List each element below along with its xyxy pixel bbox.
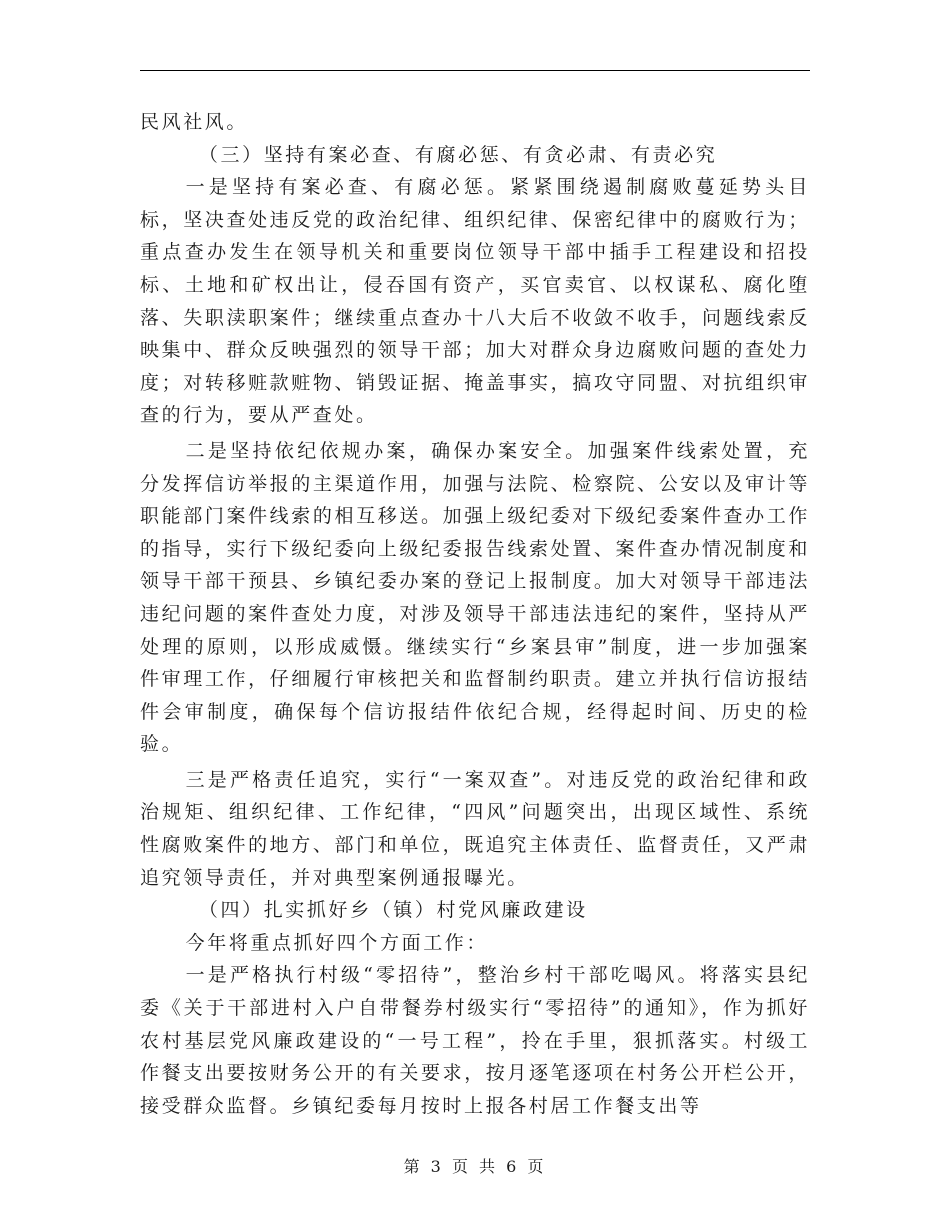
page-number: 第 3 页 共 6 页 bbox=[403, 1157, 547, 1176]
paragraph-item-4: 一是严格执行村级“零招待”，整治乡村干部吃喝风。将落实县纪委《关于干部进村入户自带餐券村级实行“零招待”的通知》，作为抓好农村基层党风廉政建设的“一号工程”，拎在手里，狠抓落实。村级工作餐支出要按财务公开的有关要求，按月逐笔逐项在村务公开栏公开，接受群众监督。乡镇纪委每月按时上报各村居工作餐支出等 bbox=[140, 964, 810, 1117]
paragraph-continuation: 民风社风。 bbox=[140, 111, 249, 133]
paragraph-item-3: 三是严格责任追究，实行“一案双查”。对违反党的政治纪律和政治规矩、组织纪律、工作纪律，“四风”问题突出，出现区域性、系统性腐败案件的地方、部门和单位，既追究主体责任、监督责任，又严肃追究领导责任，并对典型案例通报曝光。 bbox=[140, 768, 810, 889]
document-body bbox=[140, 106, 810, 1122]
section-heading-3: （三）坚持有案必查、有腐必惩、有贪必肃、有责必究 bbox=[198, 143, 718, 166]
paragraph-intro: 今年将重点抓好四个方面工作： bbox=[185, 931, 488, 954]
section-heading-4: （四）扎实抓好乡（镇）村党风廉政建设 bbox=[198, 899, 588, 922]
paragraph-item-2: 二是坚持依纪依规办案，确保办案安全。加强案件线索处置，充分发挥信访举报的主渠道作用，加强与法院、检察院、公安以及审计等职能部门案件线索的相互移送。加强上级纪委对下级纪委案件查办工作的指导，实行下级纪委向上级纪委报告线索处置、案件查办情况制度和领导干部干预县、乡镇纪委办案的登记上报制度。加大对领导干部违法违纪问题的案件查处力度，对涉及领导干部违法违纪的案件，坚持从严处理的原则，以形成威慑。继续实行“乡案县审”制度，进一步加强案件审理工作，仔细履行审核把关和监督制约职责。建立并执行信访报结件会审制度，确保每个信访报结件依纪合规，经得起时间、历史的检验。 bbox=[140, 439, 810, 756]
header-rule bbox=[140, 70, 810, 71]
paragraph-item-1: 一是坚持有案必查、有腐必惩。紧紧围绕遏制腐败蔓延势头目标，坚决查处违反党的政治纪律、组织纪律、保密纪律中的腐败行为；重点查办发生在领导机关和重要岗位领导干部中插手工程建设和招投标、土地和矿权出让，侵吞国有资产，买官卖官、以权谋私、腐化堕落、失职渎职案件；继续重点查办十八大后不收敛不收手，问题线索反映集中、群众反映强烈的领导干部；加大对群众身边腐败问题的查处力度；对转移赃款赃物、销毁证据、掩盖事实，搞攻守同盟、对抗组织审查的行为，要从严查处。 bbox=[140, 176, 810, 427]
